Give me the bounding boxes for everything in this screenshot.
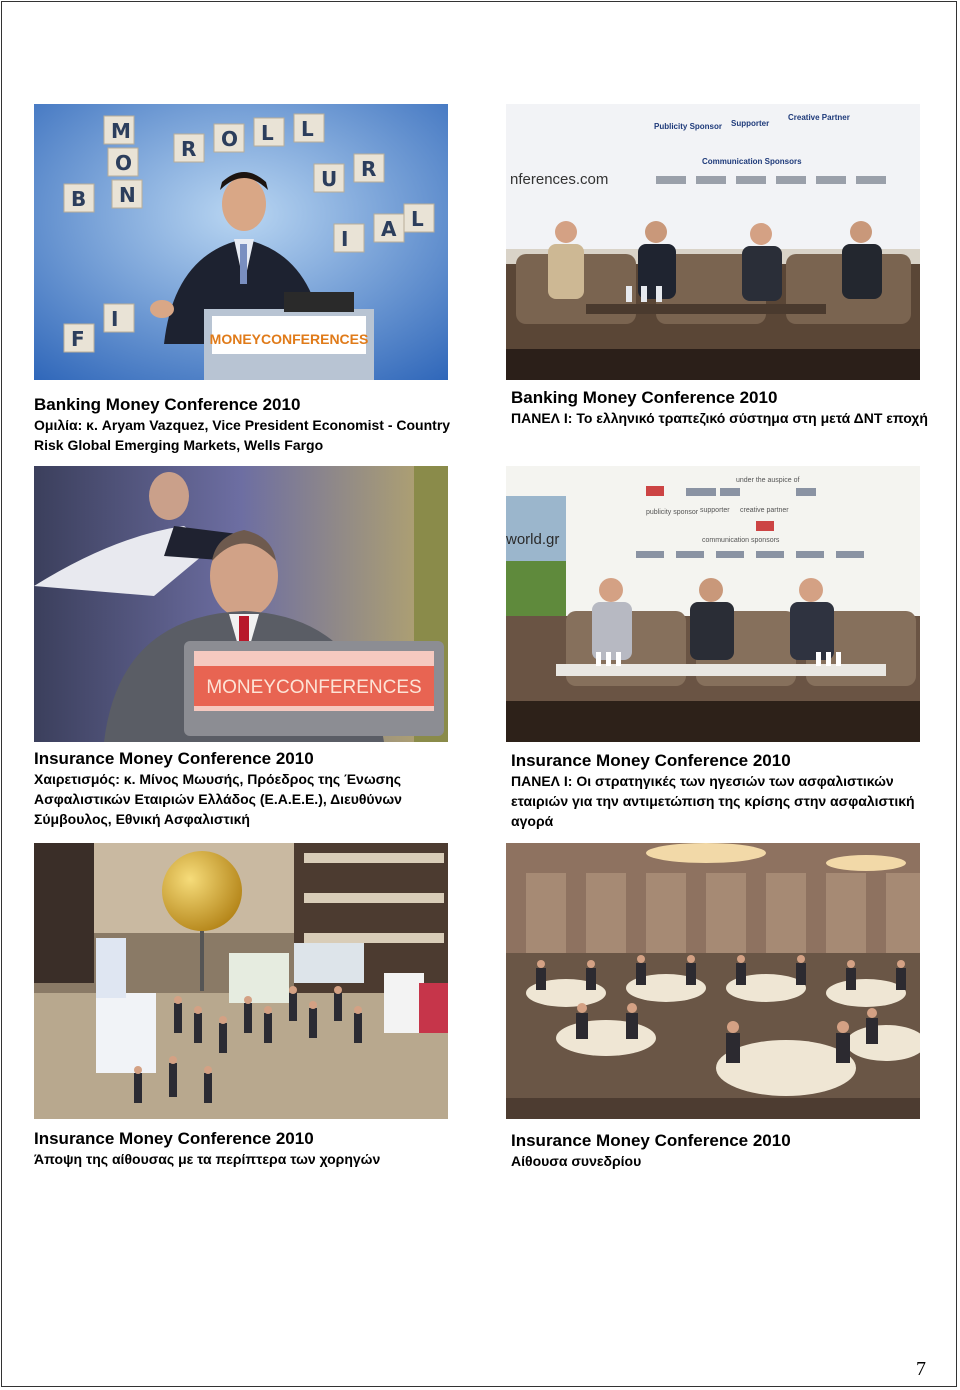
svg-text:R: R xyxy=(361,157,377,181)
caption-line: εταιριών για την αντιμετώπιση της κρίσης στην ασφαλιστική xyxy=(511,793,915,809)
caption-title: Banking Money Conference 2010 xyxy=(34,395,301,414)
caption-5 xyxy=(34,1128,464,1169)
caption-title: Banking Money Conference 2010 xyxy=(511,388,778,407)
sponsor-label: Publicity Sponsor xyxy=(654,122,723,131)
svg-text:R: R xyxy=(181,137,197,161)
sponsor-label: creative partner xyxy=(740,507,789,514)
caption-line: Σύμβουλος, Εθνική Ασφαλιστική xyxy=(34,811,250,827)
caption-line: Ασφαλιστικών Εταιριών Ελλάδος (Ε.Α.Ε.Ε.), Διευθύνων xyxy=(34,791,402,807)
caption-title: Insurance Money Conference 2010 xyxy=(34,1129,314,1148)
caption-3 xyxy=(34,748,464,829)
svg-text:U: U xyxy=(321,167,338,191)
tile-letter: M xyxy=(111,119,131,143)
svg-text:L: L xyxy=(261,121,274,145)
page-number: 7 xyxy=(916,1358,926,1380)
caption-line: Αίθουσα συνεδρίου xyxy=(511,1153,642,1169)
svg-text:I: I xyxy=(341,227,349,251)
svg-text:L: L xyxy=(411,207,424,231)
sponsor-label: publicity sponsor xyxy=(646,509,699,516)
svg-text:A: A xyxy=(381,217,397,241)
caption-title: Insurance Money Conference 2010 xyxy=(511,751,791,770)
caption-line: Χαιρετισμός: κ. Μίνος Μωυσής, Πρόεδρος της Ένωσης xyxy=(34,771,402,787)
backdrop-web: nferences.com xyxy=(510,171,609,188)
svg-text:B: B xyxy=(71,187,87,211)
caption-line: αγορά xyxy=(511,813,554,829)
photo-insurance-panel xyxy=(506,466,920,742)
caption-4 xyxy=(511,750,941,831)
svg-text:L: L xyxy=(301,117,314,141)
sponsor-label: communication sponsors xyxy=(702,537,780,544)
svg-text:I: I xyxy=(111,307,119,331)
sponsor-label: Creative Partner xyxy=(788,113,850,122)
caption-6 xyxy=(511,1130,941,1171)
photo-banking-panel xyxy=(506,104,920,380)
photo-conference-room xyxy=(506,843,920,1119)
sponsor-label: Communication Sponsors xyxy=(702,157,802,166)
photo-exhibition-hall xyxy=(34,843,448,1119)
caption-line: ΠΑΝΕΛ Ι: Το ελληνικό τραπεζικό σύστημα στη μετά ΔΝΤ εποχή xyxy=(511,410,928,426)
caption-title: Insurance Money Conference 2010 xyxy=(511,1131,791,1150)
caption-line: Άποψη της αίθουσας με τα περίπτερα των χορηγών xyxy=(34,1151,381,1167)
svg-text:F: F xyxy=(71,327,85,351)
svg-text:O: O xyxy=(221,127,239,151)
podium-sign: MONEYCONFERENCES xyxy=(206,677,422,698)
sponsor-label: Supporter xyxy=(731,119,770,128)
sponsor-label: supporter xyxy=(700,507,730,514)
caption-title: Insurance Money Conference 2010 xyxy=(34,749,314,768)
photo-banking-speaker xyxy=(34,104,448,380)
svg-text:O: O xyxy=(115,151,133,175)
sponsor-label: under the auspice of xyxy=(736,477,800,484)
caption-line: Ομιλία: κ. Aryam Vazquez, Vice President Economist - Country xyxy=(34,417,451,433)
svg-text:N: N xyxy=(119,183,136,207)
podium-sign: MONEYCONFERENCES xyxy=(209,331,369,347)
caption-2 xyxy=(511,387,941,428)
backdrop-web: world.gr xyxy=(506,531,560,548)
caption-line: ΠΑΝΕΛ Ι: Οι στρατηγικές των ηγεσιών των ασφαλιστικών xyxy=(511,773,894,789)
photo-insurance-speaker xyxy=(34,466,448,742)
caption-1 xyxy=(34,394,464,455)
caption-line: Risk Global Emerging Markets, Wells Fargo xyxy=(34,437,324,453)
